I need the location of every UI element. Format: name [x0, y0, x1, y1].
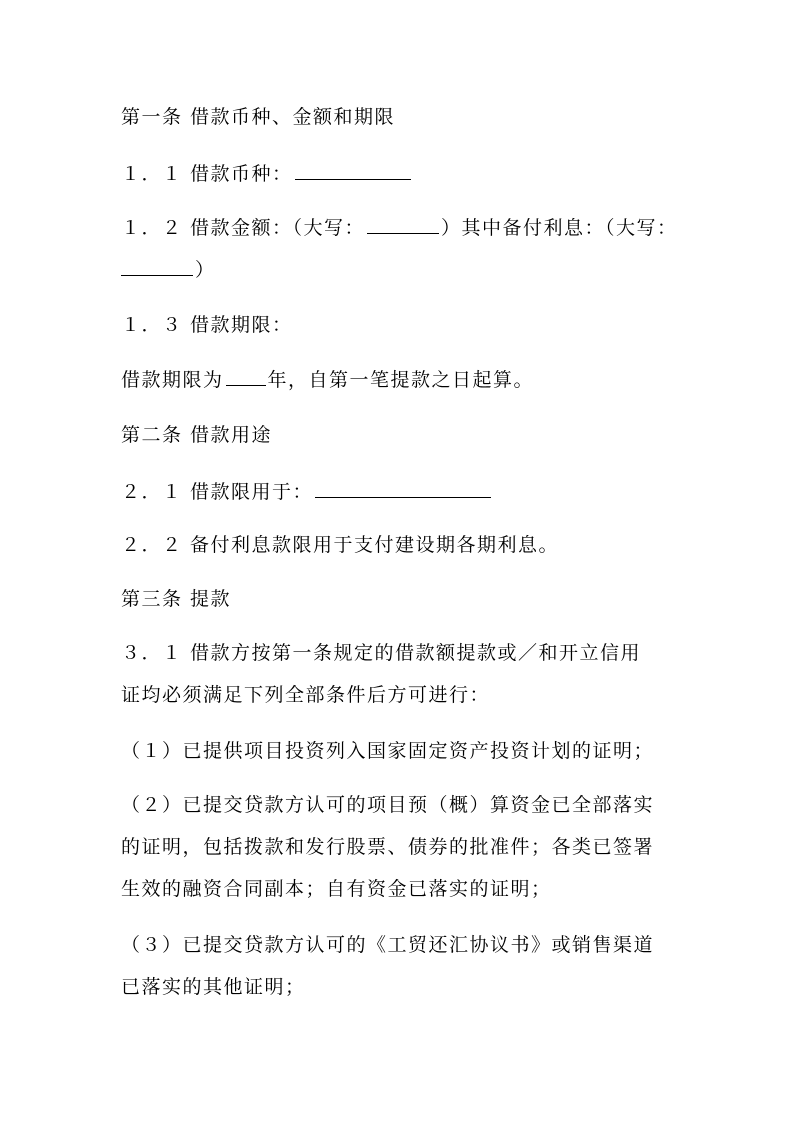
purpose-blank[interactable] — [315, 479, 491, 498]
currency-blank[interactable] — [295, 161, 411, 180]
condition-2-line-3: 生效的融资合同副本；自有资金已落实的证明； — [121, 878, 552, 900]
clause-1-2-cont — [121, 257, 216, 282]
loan-term-text-b: 年，自第一笔提款之日起算。 — [267, 369, 535, 391]
clause-1-2-text-a: １．２ 借款金额：（大写： — [121, 217, 366, 239]
clause-2-2: ２．２ 备付利息款限用于支付建设期各期利息。 — [121, 534, 560, 556]
clause-2-1-label: ２．１ 借款限用于： — [121, 481, 314, 503]
loan-term-line — [121, 367, 534, 392]
article-2-title: 第二条 借款用途 — [121, 424, 273, 446]
condition-2-line-2: 的证明，包括拨款和发行股票、债券的批准件；各类已签署 — [121, 836, 655, 858]
article-3-title: 第三条 提款 — [121, 588, 232, 610]
amount-blank[interactable] — [367, 215, 439, 234]
condition-3-line-1: （３）已提交贷款方认可的《工贸还汇协议书》或销售渠道 — [121, 934, 655, 956]
clause-3-1-line-1: ３．１ 借款方按第一条规定的借款额提款或／和开立信用 — [121, 642, 642, 664]
condition-1: （１）已提供项目投资列入国家固定资产投资计划的证明； — [121, 740, 655, 762]
interest-blank[interactable] — [121, 257, 193, 276]
clause-1-2-text-b: ）其中备付利息：（大写： — [441, 217, 678, 239]
clause-1-2 — [121, 215, 678, 240]
article-1-title: 第一条 借款币种、金额和期限 — [121, 106, 396, 128]
clause-1-1 — [121, 161, 413, 186]
condition-3-line-2: 已落实的其他证明； — [121, 976, 306, 998]
clause-2-1 — [121, 479, 493, 504]
clause-1-3: １．３ 借款期限： — [121, 314, 293, 336]
loan-term-text-a: 借款期限为 — [121, 369, 224, 391]
condition-2-line-1: （２）已提交贷款方认可的项目预（概）算资金已全部落实 — [121, 794, 655, 816]
clause-1-2-text-c: ） — [195, 259, 216, 281]
years-blank[interactable] — [226, 367, 266, 386]
clause-3-1-line-2: 证均必须满足下列全部条件后方可进行： — [121, 684, 491, 706]
clause-1-1-label: １．１ 借款币种： — [121, 163, 293, 185]
